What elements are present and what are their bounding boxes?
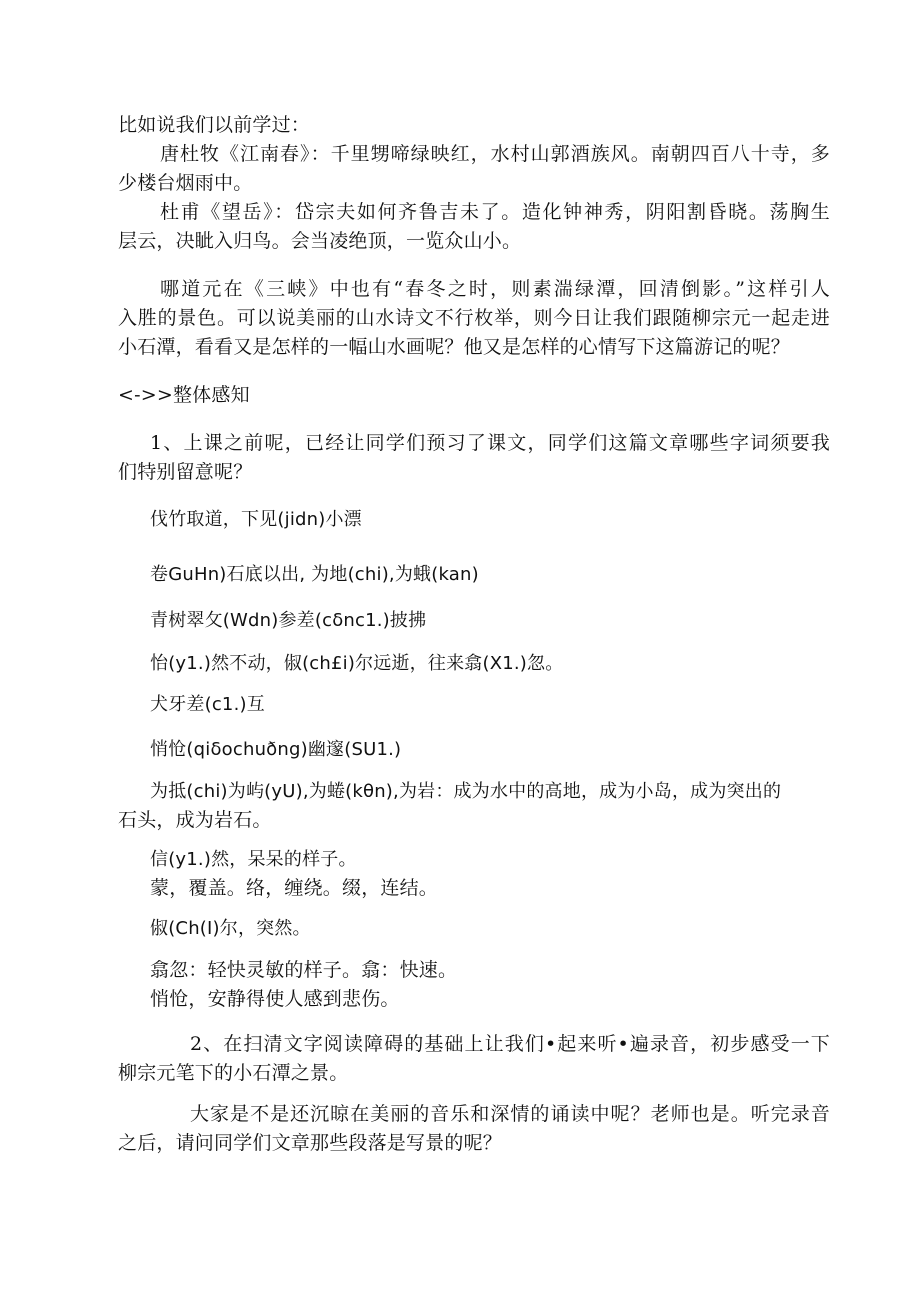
text-line-intro: 比如说我们以前学过： [118,114,311,136]
section-heading: <->>整体感知 [118,384,250,406]
text-line-question-1-cont: 们特别留意呢？ [118,461,253,483]
vocab-line: 卷GuHn)石底以出, 为地(chi),为蛾(kan) [150,564,479,585]
vocab-line-cont: 石头，成为岩石。 [118,809,272,831]
text-line-sanxia-3: 小石潭，看看又是怎样的一幅山水画呢？他又是怎样的心情写下这篇游记的呢？ [118,336,791,358]
vocab-line: 为抵(chi)为屿(yU),为蜷(kθn),为岩：成为水中的高地，成为小岛，成为突出的 [150,781,782,802]
text-line-question-2: 2、在扫清文字阅读障碍的基础上让我们•起来听•遍录音，初步感受一下 [190,1033,830,1055]
text-line-poem-1: 唐杜牧《江南春》：千里甥啼绿映红，水村山郭酒族风。南朝四百八十寺，多 [160,143,830,165]
text-line-question-1: 1、上课之前呢，已经让同学们预习了课文，同学们这篇文章哪些字词须要我 [150,432,830,454]
vocab-line: 伐竹取道，下见(jidn)小漂 [150,509,362,530]
text-line-sanxia: 哪道元在《三峡》中也有“春冬之时，则素湍绿潭，回清倒影。”这样引人 [160,278,830,300]
vocab-line: 翕忽：轻快灵敏的样子。翕：快速。 [150,959,458,981]
vocab-line: 青树翠攵(Wdn)参差(cδnc1.)披拂 [150,610,427,631]
vocab-line: 蒙，覆盖。络，缠绕。缀，连结。 [150,877,439,899]
vocab-line: 俶(Ch(I)尔，突然。 [150,918,311,939]
text-line-poem-1-cont: 少楼台烟雨中。 [118,172,253,194]
text-line-poem-2-cont: 层云，决眦入归鸟。会当凌绝顶，一览众山小。 [118,230,522,252]
text-line-sanxia-2: 入胜的景色。可以说美丽的山水诗文不行枚举，则今日让我们跟随柳宗元一起走进 [118,307,830,329]
vocab-line: 犬牙差(c1.)互 [150,694,265,715]
text-line-closing: 大家是不是还沉晾在美丽的音乐和深情的诵读中呢？老师也是。听完录音 [190,1103,830,1125]
vocab-line: 悄怆，安静得使人感到悲伤。 [150,988,400,1010]
text-line-closing-cont: 之后，请问同学们文章那些段落是写景的呢？ [118,1132,503,1154]
vocab-line: 悄怆(qiδochuðng)幽邃(SU1.) [150,739,402,760]
text-line-poem-2: 杜甫《望岳》：岱宗夫如何齐鲁吉未了。造化钟神秀，阴阳割昏晓。荡胸生 [160,201,830,223]
text-line-question-2-cont: 柳宗元笔下的小石潭之景。 [118,1062,349,1084]
vocab-line: 怡(y1.)然不动，俶(ch£i)尔远逝，往来翕(X1.)忽。 [150,653,564,674]
vocab-line: 信(y1.)然，呆呆的样子。 [150,849,357,870]
